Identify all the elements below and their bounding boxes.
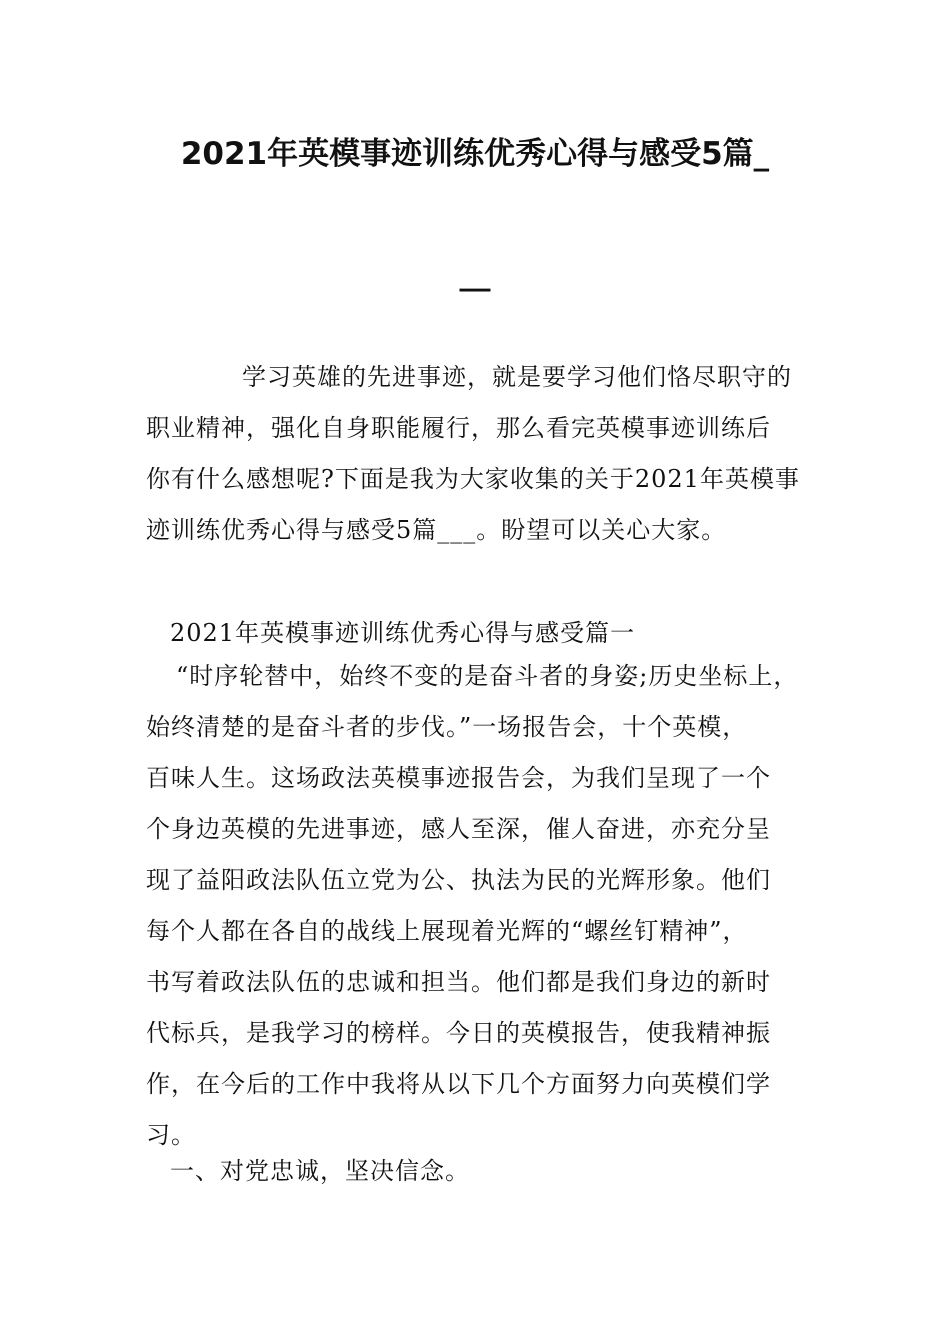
paragraph-line: 个身边英模的先进事迹，感人至深，催人奋进，亦充分呈 [146, 815, 771, 843]
paragraph-line: 始终清楚的是奋斗者的步伐。”一场报告会，十个英模， [146, 713, 748, 741]
document-title-continuation: __ [459, 256, 491, 292]
paragraph-line: 迹训练优秀心得与感受5篇___。盼望可以关心大家。 [146, 516, 727, 544]
paragraph-line: 学习英雄的先进事迹，就是要学习他们恪尽职守的 [242, 363, 792, 391]
paragraph-line: 书写着政法队伍的忠诚和担当。他们都是我们身边的新时 [146, 968, 771, 996]
point-heading: 一、对党忠诚，坚决信念。 [170, 1157, 470, 1185]
paragraph-line: 现了益阳政法队伍立党为公、执法为民的光辉形象。他们 [146, 866, 771, 894]
section-heading: 2021年英模事迹训练优秀心得与感受篇一 [170, 619, 636, 647]
paragraph-line: 你有什么感想呢?下面是我为大家收集的关于2021年英模事 [146, 465, 800, 493]
paragraph-line: 职业精神，强化自身职能履行，那么看完英模事迹训练后 [146, 414, 771, 442]
paragraph-line: 作，在今后的工作中我将从以下几个方面努力向英模们学 [146, 1070, 771, 1098]
paragraph-line: “时序轮替中，始终不变的是奋斗者的身姿;历史坐标上， [176, 662, 799, 690]
paragraph-line: 代标兵，是我学习的榜样。今日的英模报告，使我精神振 [146, 1019, 771, 1047]
paragraph-line: 百味人生。这场政法英模事迹报告会，为我们呈现了一个 [146, 764, 771, 792]
paragraph-line: 习。 [146, 1121, 196, 1149]
intro-paragraph [146, 352, 821, 556]
section-paragraph [146, 651, 821, 1161]
paragraph-line: 每个人都在各自的战线上展现着光辉的“螺丝钉精神”， [146, 917, 748, 945]
document-title: 2021年英模事迹训练优秀心得与感受5篇_ [180, 136, 770, 172]
